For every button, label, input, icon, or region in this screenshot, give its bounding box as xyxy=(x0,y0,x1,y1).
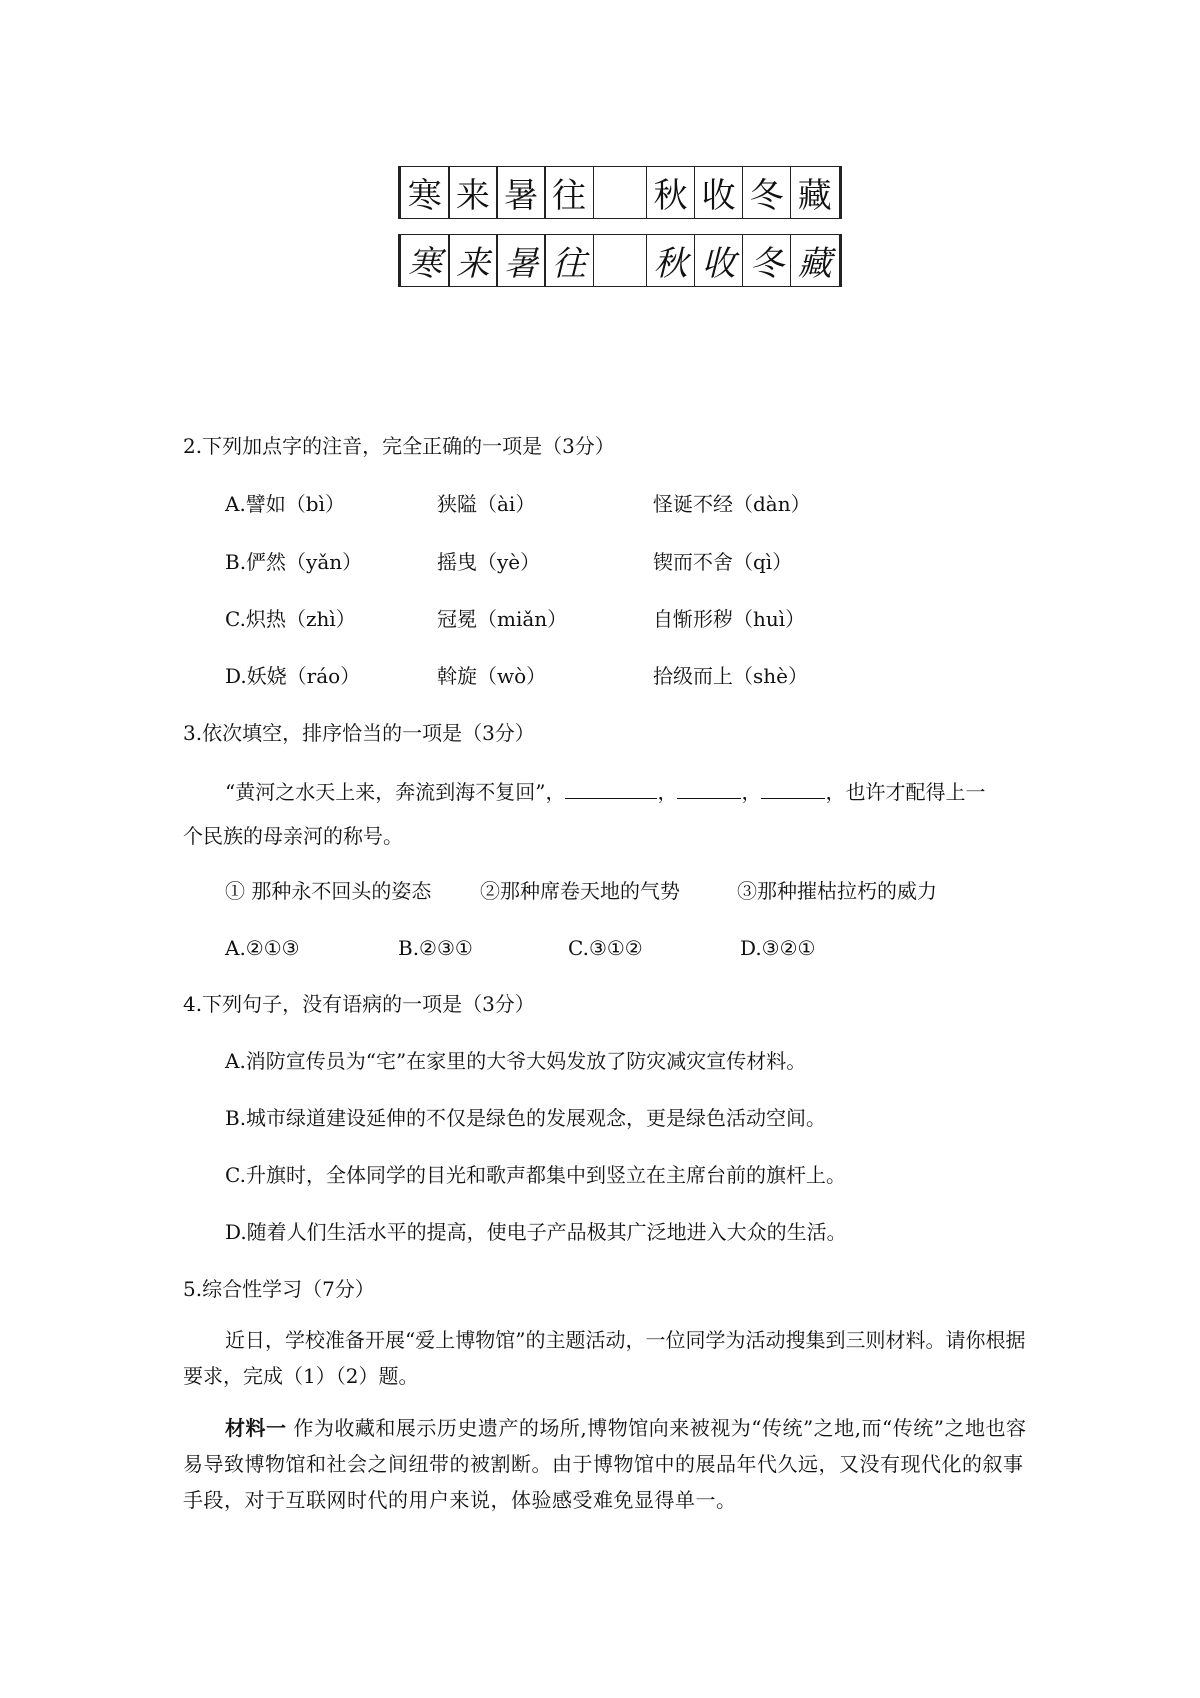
q3-comma: ， xyxy=(741,780,762,804)
calligraphy-cell: 藏 xyxy=(790,166,842,219)
q5-title: 5.综合性学习（7分） xyxy=(183,1277,375,1301)
calligraphy-cell: 收 xyxy=(694,166,744,219)
calligraphy-cell: 暑 xyxy=(496,234,546,287)
calligraphy-cell: 冬 xyxy=(742,166,792,219)
calligraphy-cell: 往 xyxy=(544,166,594,219)
q3-choice-b: B.②③① xyxy=(398,936,473,960)
q2-option-c-3: 自惭形秽（huì） xyxy=(653,607,806,631)
q3-choice-c: C.③①② xyxy=(568,936,643,960)
fill-blank xyxy=(565,776,657,799)
calligraphy-cell: 寒 xyxy=(398,166,450,219)
calligraphy-cell: 藏 xyxy=(790,234,842,287)
q3-choice-d: D.③②① xyxy=(740,936,816,960)
q2-title: 2.下列加点字的注音，完全正确的一项是（3分） xyxy=(183,434,615,458)
q2-option-d-1: D.妖娆（ráo） xyxy=(225,664,361,688)
q3-item-1: ① 那种永不回头的姿态 xyxy=(225,879,432,903)
q2-option-a-1: A.譬如（bì） xyxy=(225,492,345,516)
q2-option-a-2: 狭隘（ài） xyxy=(437,492,536,516)
q5-material-1 xyxy=(183,1410,1033,1518)
fill-blank xyxy=(677,776,741,799)
q3-quote: “黄河之水天上来，奔流到海不复回”， xyxy=(225,780,566,804)
q3-stem-line1 xyxy=(225,776,985,806)
q4-option-c: C.升旗时，全体同学的目光和歌声都集中到竖立在主席台前的旗杆上。 xyxy=(225,1163,846,1187)
q3-title: 3.依次填空，排序恰当的一项是（3分） xyxy=(183,721,535,745)
q5-intro: 近日，学校准备开展“爱上博物馆”的主题活动，一位同学为活动搜集到三则材料。请你根据要求，完成（1）（2）题。 xyxy=(183,1328,1026,1388)
calligraphy-row-running xyxy=(398,234,840,287)
q3-comma: ， xyxy=(657,780,678,804)
q3-item-2: ②那种席卷天地的气势 xyxy=(480,879,680,903)
q2-option-b-3: 锲而不舍（qì） xyxy=(653,550,793,574)
q2-option-b-2: 摇曳（yè） xyxy=(437,550,541,574)
calligraphy-cell: 来 xyxy=(448,234,498,287)
calligraphy-cell: 秋 xyxy=(646,166,696,219)
calligraphy-gap xyxy=(592,166,647,219)
q2-option-a-3: 怪诞不经（dàn） xyxy=(653,492,811,516)
q4-title: 4.下列句子，没有语病的一项是（3分） xyxy=(183,992,535,1016)
calligraphy-cell: 寒 xyxy=(398,234,450,287)
calligraphy-cell: 冬 xyxy=(742,234,792,287)
q4-option-a: A.消防宣传员为“宅”在家里的大爷大妈发放了防灾减灾宣传材料。 xyxy=(225,1049,807,1073)
q4-option-d: D.随着人们生活水平的提高，使电子产品极其广泛地进入大众的生活。 xyxy=(225,1220,847,1244)
q3-tail: ，也许才配得上一 xyxy=(825,780,986,804)
q2-option-b-1: B.俨然（yǎn） xyxy=(225,550,363,574)
calligraphy-cell: 暑 xyxy=(496,166,546,219)
q3-stem-line2: 个民族的母亲河的称号。 xyxy=(183,824,403,848)
calligraphy-gap xyxy=(592,234,647,287)
calligraphy-row-standard xyxy=(398,166,840,219)
calligraphy-cell: 往 xyxy=(544,234,594,287)
calligraphy-cell: 收 xyxy=(694,234,744,287)
q2-option-d-2: 斡旋（wò） xyxy=(437,664,547,688)
material-text: 作为收藏和展示历史遗产的场所,博物馆向来被视为“传统”之地,而“传统”之地也容易导致博物馆和社会之间纽带的被割断。由于博物馆中的展品年代久远，又没有现代化的叙事手段，对于互联网时代的用户来说，体验感受难免显得单一。 xyxy=(183,1416,1027,1512)
q3-choice-a: A.②①③ xyxy=(225,936,300,960)
calligraphy-cell: 来 xyxy=(448,166,498,219)
fill-blank xyxy=(761,776,825,799)
material-label: 材料一 xyxy=(225,1416,287,1440)
q3-item-3: ③那种摧枯拉朽的威力 xyxy=(737,879,937,903)
q2-option-d-3: 拾级而上（shè） xyxy=(653,664,808,688)
q4-option-b: B.城市绿道建设延伸的不仅是绿色的发展观念，更是绿色活动空间。 xyxy=(225,1106,827,1130)
calligraphy-cell: 秋 xyxy=(646,234,696,287)
q2-option-c-2: 冠冕（miǎn） xyxy=(437,607,568,631)
q2-option-c-1: C.炽热（zhì） xyxy=(225,607,356,631)
